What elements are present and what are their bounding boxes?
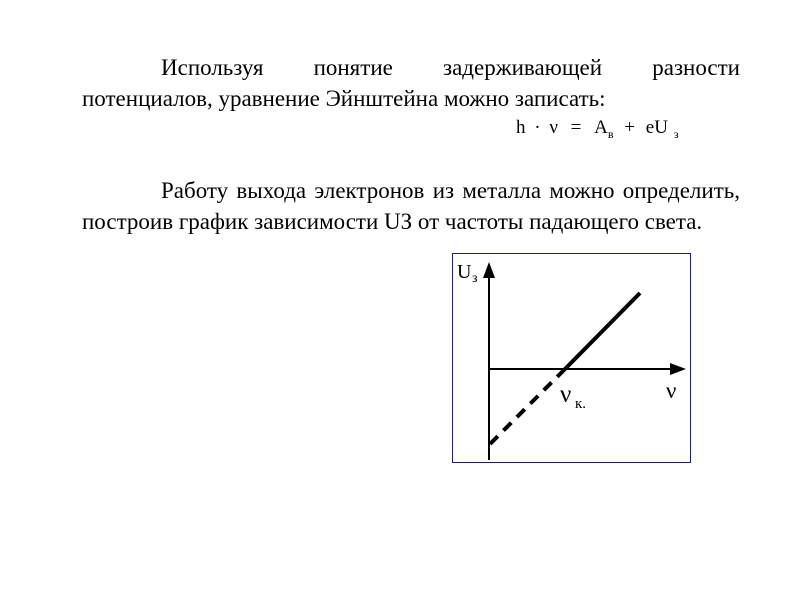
formula-nu: ν: [549, 117, 558, 138]
formula-h: h: [516, 117, 526, 138]
y-axis-label: U: [457, 261, 472, 283]
x-axis-label: ν: [666, 378, 677, 403]
formula-A-subscript: в: [607, 127, 614, 141]
formula-equals: =: [570, 117, 582, 138]
formula-dot: ·: [534, 117, 541, 138]
formula-plus: +: [624, 117, 636, 138]
y-axis-arrow-icon: [483, 262, 495, 278]
cutoff-frequency-subscript: к.: [575, 396, 587, 412]
y-axis-label-subscript: з: [472, 271, 478, 286]
graph-paragraph: Работу выхода электронов из металла можно определить, построив график зависимости UЗ от частоты падающего света.: [82, 178, 740, 234]
formula-A: A: [594, 117, 608, 138]
intro-paragraph: Используя понятие задерживающей разности потенциалов, уравнение Эйнштейна можно записать:: [82, 55, 740, 111]
solid-line: [565, 293, 640, 369]
x-axis-arrow-icon: [670, 363, 686, 375]
formula-eU: eU: [645, 117, 668, 138]
cutoff-frequency-label: ν: [560, 381, 572, 408]
dashed-extrapolation-line: [490, 369, 565, 444]
formula-U-subscript: з: [673, 127, 679, 141]
